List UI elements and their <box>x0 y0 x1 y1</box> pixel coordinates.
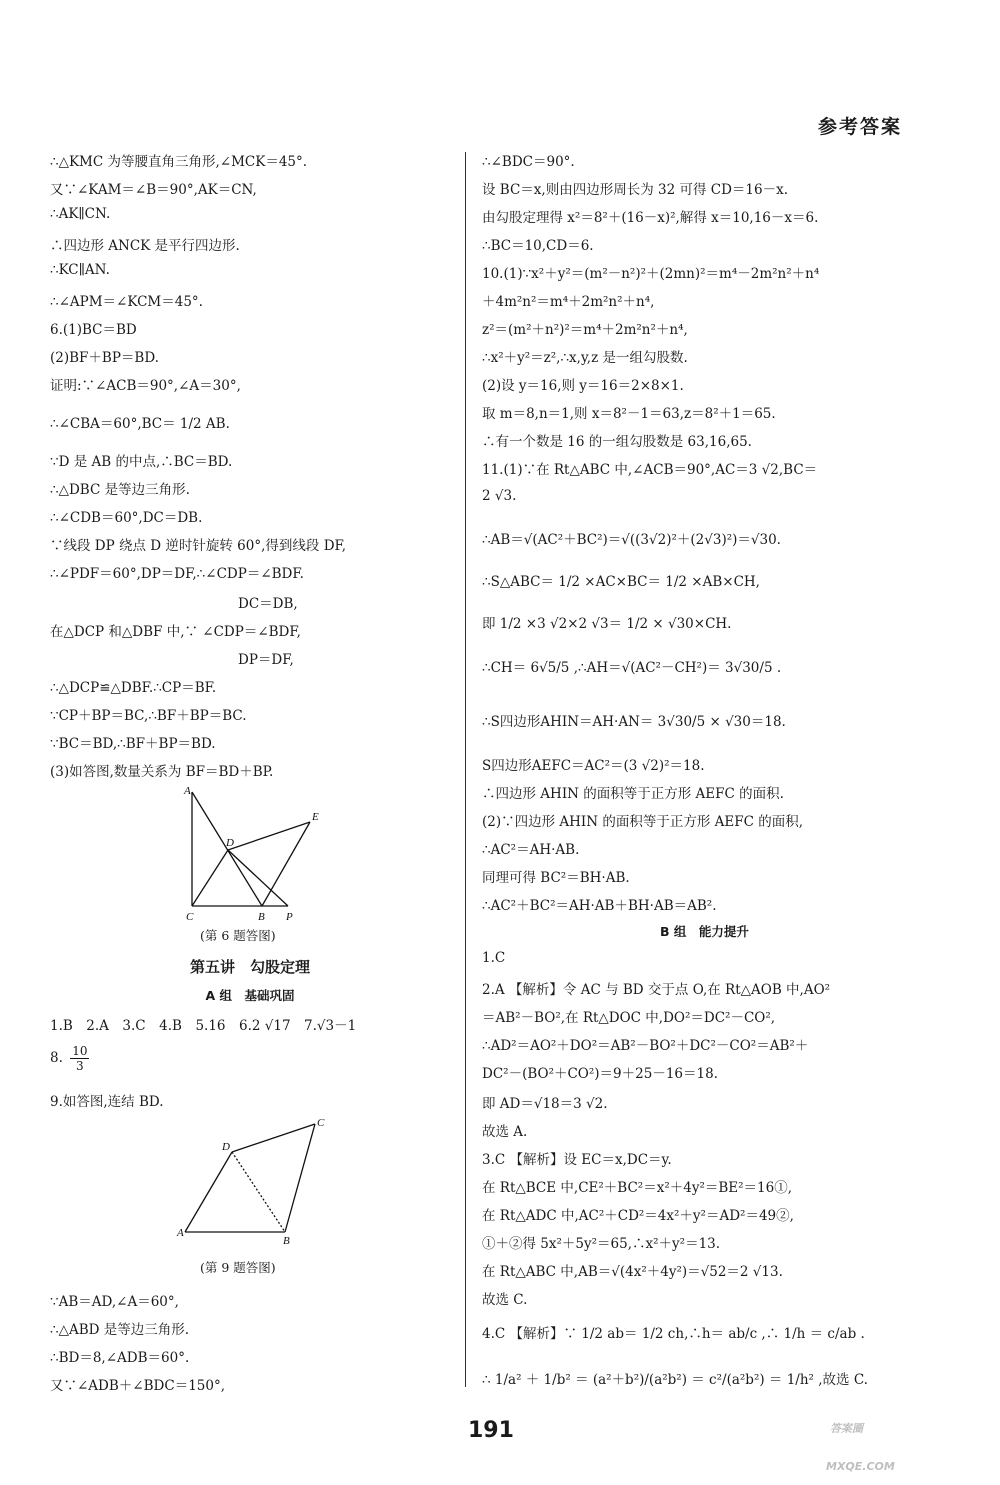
text-line: ∴△DBC 是等边三角形. <box>50 482 190 498</box>
text-line: ＋4m²n²＝m⁴＋2m²n²＋n⁴, <box>482 294 655 310</box>
text-line: ∴AD²＝AO²＋DO²＝AB²－BO²＋DC²－CO²＝AB²＋ <box>482 1038 809 1054</box>
numerator: 10 <box>72 1044 88 1058</box>
text-line: DC²－(BO²＋CO²)＝9＋25－16＝18. <box>482 1066 718 1082</box>
text-line: ∴BC＝10,CD＝6. <box>482 238 594 254</box>
page-number: 191 <box>468 1418 514 1443</box>
text-line: ∴ 1/a² ＋ 1/b² ＝ (a²＋b²)/(a²b²) ＝ c²/(a²b²) ＝ 1/h² ,故选 C. <box>482 1372 868 1388</box>
column-divider <box>465 152 466 1387</box>
text-line: DP＝DF, <box>238 652 294 668</box>
text-line: 11.(1)∵在 Rt△ABC 中,∠ACB＝90°,AC＝3 √2,BC＝ <box>482 462 818 478</box>
figure-label: B <box>258 911 265 923</box>
text-line: z²＝(m²＋n²)²＝m⁴＋2m²n²＋n⁴, <box>482 322 688 338</box>
text-line: ∴KC∥AN. <box>50 262 110 278</box>
watermark-text-bottom: MXQE.COM <box>826 1460 895 1473</box>
text-line: ∵BC＝BD,∴BF＋BP＝BD. <box>50 736 216 752</box>
text-line: DC＝DB, <box>238 596 298 612</box>
page-header-title: 参考答案 <box>818 116 903 138</box>
text-line: ∵线段 DP 绕点 D 逆时针旋转 60°,得到线段 DF, <box>50 538 347 554</box>
text-line: ∴有一个数是 16 的一组勾股数是 63,16,65. <box>482 434 752 450</box>
figure-label: A <box>184 786 191 797</box>
text-line: ∴S△ABC＝ 1/2 ×AC×BC＝ 1/2 ×AB×CH, <box>482 574 760 590</box>
text-line: ∴△KMC 为等腰直角三角形,∠MCK＝45°. <box>50 154 308 170</box>
text-line: 1.C <box>482 950 506 966</box>
text-line: ①＋②得 5x²＋5y²＝65,∴x²＋y²＝13. <box>482 1236 721 1252</box>
text-line: 故选 C. <box>482 1292 528 1308</box>
text-line: 在 Rt△ABC 中,AB＝√(4x²＋4y²)＝√52＝2 √13. <box>482 1264 783 1280</box>
text-line: 6.(1)BC＝BD <box>50 322 137 338</box>
text-line: ∴x²＋y²＝z²,∴x,y,z 是一组勾股数. <box>482 350 688 366</box>
answer-8-prefix: 8. <box>50 1050 63 1066</box>
text-line: ∴AB＝√(AC²＋BC²)＝√((3√2)²＋(2√3)²)＝√30. <box>482 532 781 548</box>
text-line: 证明:∵∠ACB＝90°,∠A＝30°, <box>50 378 241 394</box>
figure-label: C <box>317 1117 325 1129</box>
figure-label: A <box>177 1227 184 1239</box>
text-line: 在△DCP 和△DBF 中,∵ ∠CDP＝∠BDF, <box>50 624 301 640</box>
text-line: 故选 A. <box>482 1124 528 1140</box>
text-line: ∴∠BDC＝90°. <box>482 154 575 170</box>
text-line: 又∵∠KAM＝∠B＝90°,AK＝CN, <box>50 182 257 198</box>
answers-line: 1.B 2.A 3.C 4.B 5.16 6.2 √17 7.√3－1 <box>50 1018 357 1034</box>
text-line: ∴△ABD 是等边三角形. <box>50 1322 190 1338</box>
fraction <box>70 1044 89 1073</box>
denominator: 3 <box>76 1059 84 1073</box>
text-line: 又∵∠ADB＋∠BDC＝150°, <box>50 1378 225 1394</box>
figure-label: D <box>222 1141 230 1153</box>
figure-6-diagram <box>180 786 340 931</box>
text-line: 4.C 【解析】∵ 1/2 ab＝ 1/2 ch,∴h＝ ab/c ,∴ 1/h ＝ c/ab . <box>482 1326 865 1342</box>
text-line: 即 AD＝√18＝3 √2. <box>482 1096 608 1112</box>
section-title: 第五讲 勾股定理 <box>189 958 310 976</box>
watermark-logo <box>820 1380 990 1478</box>
text-line: ∴∠CDB＝60°,DC＝DB. <box>50 510 203 526</box>
text-line: 即 1/2 ×3 √2×2 √3＝ 1/2 × √30×CH. <box>482 616 732 632</box>
text-line: ∴△DCP≌△DBF.∴CP＝BF. <box>50 680 217 696</box>
text-line: ∴∠PDF＝60°,DP＝DF,∴∠CDP＝∠BDF. <box>50 566 304 582</box>
text-line: (2)∵四边形 AHIN 的面积等于正方形 AEFC 的面积, <box>482 814 804 830</box>
text-line: 2 √3. <box>482 488 517 504</box>
text-line: 3.C 【解析】设 EC＝x,DC＝y. <box>482 1152 672 1168</box>
text-line: (2)设 y＝16,则 y＝16＝2×8×1. <box>482 378 684 394</box>
text-line: ∵CP＋BP＝BC,∴BF＋BP＝BC. <box>50 708 247 724</box>
text-line: ∵D 是 AB 的中点,∴BC＝BD. <box>50 454 233 470</box>
text-line: 取 m＝8,n＝1,则 x＝8²－1＝63,z＝8²＋1＝65. <box>482 406 776 422</box>
text-line: (2)BF＋BP＝BD. <box>50 350 159 366</box>
text-line: 10.(1)∵x²＋y²＝(m²－n²)²＋(2mn)²＝m⁴－2m²n²＋n⁴ <box>482 266 820 282</box>
text-line: ∴AC²＝AH·AB. <box>482 842 580 858</box>
text-line: ＝AB²－BO²,在 Rt△DOC 中,DO²＝DC²－CO², <box>482 1010 776 1026</box>
watermark-text-top: 答案圈 <box>830 1422 863 1435</box>
text-line: ∴∠CBA＝60°,BC＝ 1/2 AB. <box>50 416 230 432</box>
text-line: ∴CH＝ 6√5/5 ,∴AH＝√(AC²－CH²)＝ 3√30/5 . <box>482 660 782 676</box>
text-line: 在 Rt△ADC 中,AC²＋CD²＝4x²＋y²＝AD²＝49②, <box>482 1208 794 1224</box>
figure-6-caption: (第 6 题答图) <box>200 928 276 943</box>
text-line: 设 BC＝x,则由四边形周长为 32 可得 CD＝16－x. <box>482 182 788 198</box>
figure-label: C <box>186 911 194 923</box>
figure-9-caption: (第 9 题答图) <box>200 1260 276 1275</box>
figure-label: D <box>226 837 234 849</box>
text-line: 由勾股定理得 x²＝8²＋(16－x)²,解得 x＝10,16－x＝6. <box>482 210 819 226</box>
text-line: (3)如答图,数量关系为 BF＝BD＋BP. <box>50 764 274 780</box>
text-line: ∴四边形 AHIN 的面积等于正方形 AEFC 的面积. <box>482 786 784 802</box>
group-b-title: B 组 能力提升 <box>660 924 749 939</box>
figure-label: E <box>312 811 319 823</box>
group-a-title: A 组 基础巩固 <box>205 988 295 1003</box>
text-line: S四边形AEFC＝AC²＝(3 √2)²＝18. <box>482 758 705 774</box>
text-line: ∴AK∥CN. <box>50 206 111 222</box>
answer-8 <box>50 1044 89 1073</box>
text-line: ∵AB＝AD,∠A＝60°, <box>50 1294 179 1310</box>
text-line: 同理可得 BC²＝BH·AB. <box>482 870 630 886</box>
question-9-intro: 9.如答图,连结 BD. <box>50 1094 164 1110</box>
text-line: ∴∠APM＝∠KCM＝45°. <box>50 294 203 310</box>
text-line: ∴AC²＋BC²＝AH·AB＋BH·AB＝AB². <box>482 898 717 914</box>
text-line: 2.A 【解析】令 AC 与 BD 交于点 O,在 Rt△AOB 中,AO² <box>482 982 831 998</box>
figure-9-diagram <box>175 1116 335 1246</box>
text-line: ∴S四边形AHIN＝AH·AN＝ 3√30/5 × √30＝18. <box>482 714 786 730</box>
figure-label: B <box>283 1235 290 1246</box>
figure-label: P <box>286 911 293 923</box>
text-line: ∴四边形 ANCK 是平行四边形. <box>50 238 240 254</box>
text-line: ∴BD＝8,∠ADB＝60°. <box>50 1350 190 1366</box>
text-line: 在 Rt△BCE 中,CE²＋BC²＝x²＋4y²＝BE²＝16①, <box>482 1180 793 1196</box>
